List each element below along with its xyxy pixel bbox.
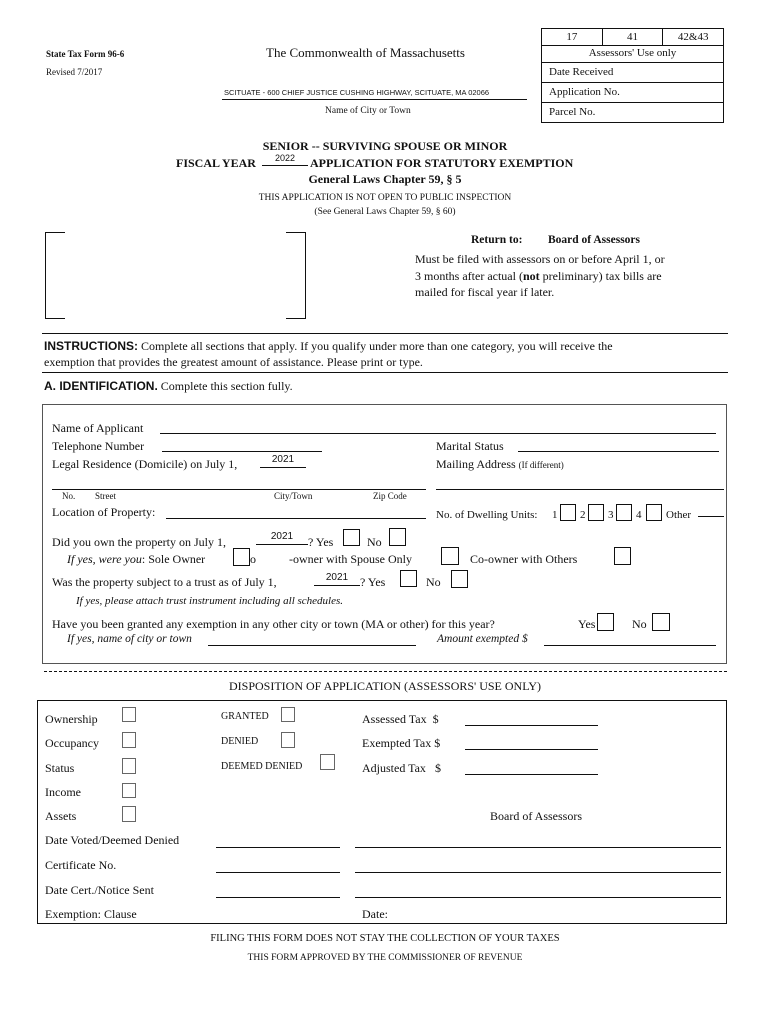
assessors-use-only: Assessors' Use only [542, 45, 723, 62]
return-line3: mailed for fiscal year if later. [415, 285, 555, 299]
telephone-input[interactable] [162, 451, 322, 452]
own-yes-checkbox[interactable] [343, 529, 360, 546]
co-owner-others-checkbox[interactable] [614, 547, 631, 565]
code-42-43: 42&43 [662, 29, 723, 45]
own-no-label: No [367, 535, 382, 549]
exemption-clause-label: Exemption: Clause [45, 907, 137, 921]
marital-status-input[interactable] [518, 451, 719, 452]
ownership-label: Ownership [45, 712, 98, 726]
section-a-heading: A. IDENTIFICATION. Complete this section fully. [44, 379, 293, 393]
occupancy-label: Occupancy [45, 736, 99, 750]
date-voted-label: Date Voted/Deemed Denied [45, 833, 180, 847]
date-cert-label: Date Cert./Notice Sent [45, 883, 154, 897]
exemption-yes-label: Yes [578, 617, 596, 631]
trust-question: Was the property subject to a trust as of July 1, [52, 575, 277, 589]
own-yes-label: ? Yes [308, 535, 334, 549]
return-to: Board of Assessors [548, 234, 641, 246]
residence-year-value[interactable]: 2021 [271, 454, 295, 465]
deemed-denied-checkbox[interactable] [320, 754, 335, 770]
granted-checkbox[interactable] [281, 707, 295, 722]
dwelling-units-label: No. of Dwelling Units: [436, 509, 538, 521]
assessor-signature-1[interactable] [355, 847, 721, 848]
sole-owner-checkbox[interactable] [233, 548, 250, 566]
income-label: Income [45, 785, 81, 799]
trust-yes-label: ? Yes [360, 575, 386, 589]
amount-exempted-input[interactable] [544, 645, 716, 646]
city-address: SCITUATE - 600 CHIEF JUSTICE CUSHING HIGHWAY, SCITUATE, MA 02066 [224, 88, 490, 97]
return-line1: Must be filed with assessors on or before April 1, or [415, 252, 665, 266]
exempted-tax-input[interactable] [465, 749, 598, 750]
status-checkbox[interactable] [122, 758, 136, 774]
commonwealth-title: The Commonwealth of Massachusetts [266, 45, 465, 60]
trust-note: If yes, please attach trust instrument including all schedules. [76, 595, 344, 607]
instructions-line2: exemption that provides the greatest amount of assistance. Please print or type. [44, 355, 423, 369]
own-question: Did you own the property on July 1, [52, 535, 226, 549]
code-41: 41 [602, 29, 663, 45]
certificate-label: Certificate No. [45, 858, 117, 872]
other-units-input[interactable] [698, 516, 724, 517]
own-no-checkbox[interactable] [389, 528, 406, 546]
exemption-question: Have you been granted any exemption in any other city or town (MA or other) for this year? [52, 617, 495, 631]
code-17: 17 [566, 31, 578, 43]
unit-2-checkbox[interactable] [588, 504, 604, 521]
residence-address-input[interactable] [52, 489, 426, 490]
revised-date: Revised 7/2017 [46, 67, 103, 77]
unit-3-label: 3 [608, 509, 614, 521]
trust-yes-checkbox[interactable] [400, 570, 417, 587]
other-city-input[interactable] [208, 645, 416, 646]
income-checkbox[interactable] [122, 783, 136, 798]
name-applicant-label: Name of Applicant [52, 421, 144, 435]
exemption-no-checkbox[interactable] [652, 613, 670, 631]
status-label: Status [45, 761, 75, 775]
co-owner-spouse-label: -owner with Spouse Only [289, 552, 412, 566]
trust-no-label: No [426, 575, 441, 589]
addr-street-label: Street [95, 491, 116, 501]
assets-label: Assets [45, 809, 77, 823]
if-yes-were-label: If yes, were you: Sole Owner [67, 552, 206, 566]
parcel-no-field[interactable]: Parcel No. [542, 102, 723, 122]
assessed-tax-label: Assessed Tax $ [362, 712, 439, 726]
assessor-signature-2[interactable] [355, 872, 721, 873]
mailing-address-label: Mailing Address (If different) [436, 457, 564, 471]
disposition-title: DISPOSITION OF APPLICATION (ASSESSORS' USE ONLY) [228, 679, 541, 693]
return-label: Return to: [471, 234, 523, 246]
addr-no-label: No. [62, 491, 76, 501]
marital-status-label: Marital Status [436, 439, 504, 453]
notice-line2: (See General Laws Chapter 59, § 60) [314, 207, 456, 217]
addr-zip-label: Zip Code [373, 491, 407, 501]
city-label: Name of City or Town [325, 106, 411, 116]
title-fiscal-suffix: APPLICATION FOR STATUTORY EXEMPTION [310, 156, 574, 170]
unit-1-label: 1 [552, 509, 558, 521]
location-label: Location of Property: [52, 505, 156, 519]
location-input[interactable] [166, 518, 426, 519]
title-line3: General Laws Chapter 59, § 5 [308, 172, 462, 186]
unit-4-checkbox[interactable] [646, 504, 662, 521]
title-fiscal-prefix: FISCAL YEAR [176, 156, 256, 170]
board-of-assessors-label: Board of Assessors [490, 809, 582, 823]
unit-1-checkbox[interactable] [560, 504, 576, 521]
co-owner-spouse-checkbox[interactable] [441, 547, 459, 565]
co-owner-others-label: Co-owner with Others [470, 552, 578, 566]
trust-year-value[interactable]: 2021 [325, 572, 349, 583]
exempted-tax-label: Exempted Tax $ [362, 736, 441, 750]
date-label: Date: [362, 907, 388, 921]
ownership-checkbox[interactable] [122, 707, 136, 722]
unit-2-label: 2 [580, 509, 586, 521]
title-line1: SENIOR -- SURVIVING SPOUSE OR MINOR [262, 139, 508, 153]
amount-exempted-label: Amount exempted $ [437, 633, 528, 645]
legal-residence-label: Legal Residence (Domicile) on July 1, [52, 457, 238, 471]
own-year-value[interactable]: 2021 [270, 531, 294, 542]
date-cert-input[interactable] [216, 897, 340, 898]
notice-line1: THIS APPLICATION IS NOT OPEN TO PUBLIC INSPECTION [258, 193, 512, 203]
assessor-signature-3[interactable] [355, 897, 721, 898]
assessed-tax-input[interactable] [465, 725, 598, 726]
adjusted-tax-label: Adjusted Tax $ [362, 761, 441, 775]
assessors-use-table [541, 28, 724, 123]
trust-no-checkbox[interactable] [451, 570, 468, 588]
adjusted-tax-input[interactable] [465, 774, 598, 775]
unit-3-checkbox[interactable] [616, 504, 632, 521]
return-line2: 3 months after actual (not preliminary) tax bills are [415, 269, 662, 283]
date-received-field[interactable]: Date Received [542, 62, 723, 82]
exemption-no-label: No [632, 617, 647, 631]
fiscal-year-value[interactable]: 2022 [274, 153, 296, 163]
footer-line1: FILING THIS FORM DOES NOT STAY THE COLLECTION OF YOUR TAXES [210, 933, 560, 944]
footer-line2: THIS FORM APPROVED BY THE COMMISSIONER OF REVENUE [247, 953, 523, 963]
if-yes-city-label: If yes, name of city or town [67, 633, 192, 645]
deemed-denied-label: DEEMED DENIED [221, 761, 303, 772]
mailing-address-input[interactable] [436, 489, 724, 490]
denied-label: DENIED [221, 736, 259, 747]
granted-label: GRANTED [221, 711, 269, 722]
name-applicant-input[interactable] [160, 433, 716, 434]
telephone-label: Telephone Number [52, 439, 145, 453]
addr-city-label: City/Town [274, 491, 313, 501]
certificate-input[interactable] [216, 872, 340, 873]
denied-checkbox[interactable] [281, 732, 295, 748]
exemption-yes-checkbox[interactable] [597, 613, 614, 631]
form-id: State Tax Form 96-6 [46, 49, 125, 59]
date-voted-input[interactable] [216, 847, 340, 848]
instructions-line1: INSTRUCTIONS: Complete all sections that apply. If you qualify under more than one category, you will receive the [44, 339, 613, 353]
other-units-label: Other [666, 509, 692, 521]
assets-checkbox[interactable] [122, 806, 136, 822]
application-no-field[interactable]: Application No. [542, 82, 723, 102]
occupancy-checkbox[interactable] [122, 732, 136, 748]
unit-4-label: 4 [636, 509, 642, 521]
